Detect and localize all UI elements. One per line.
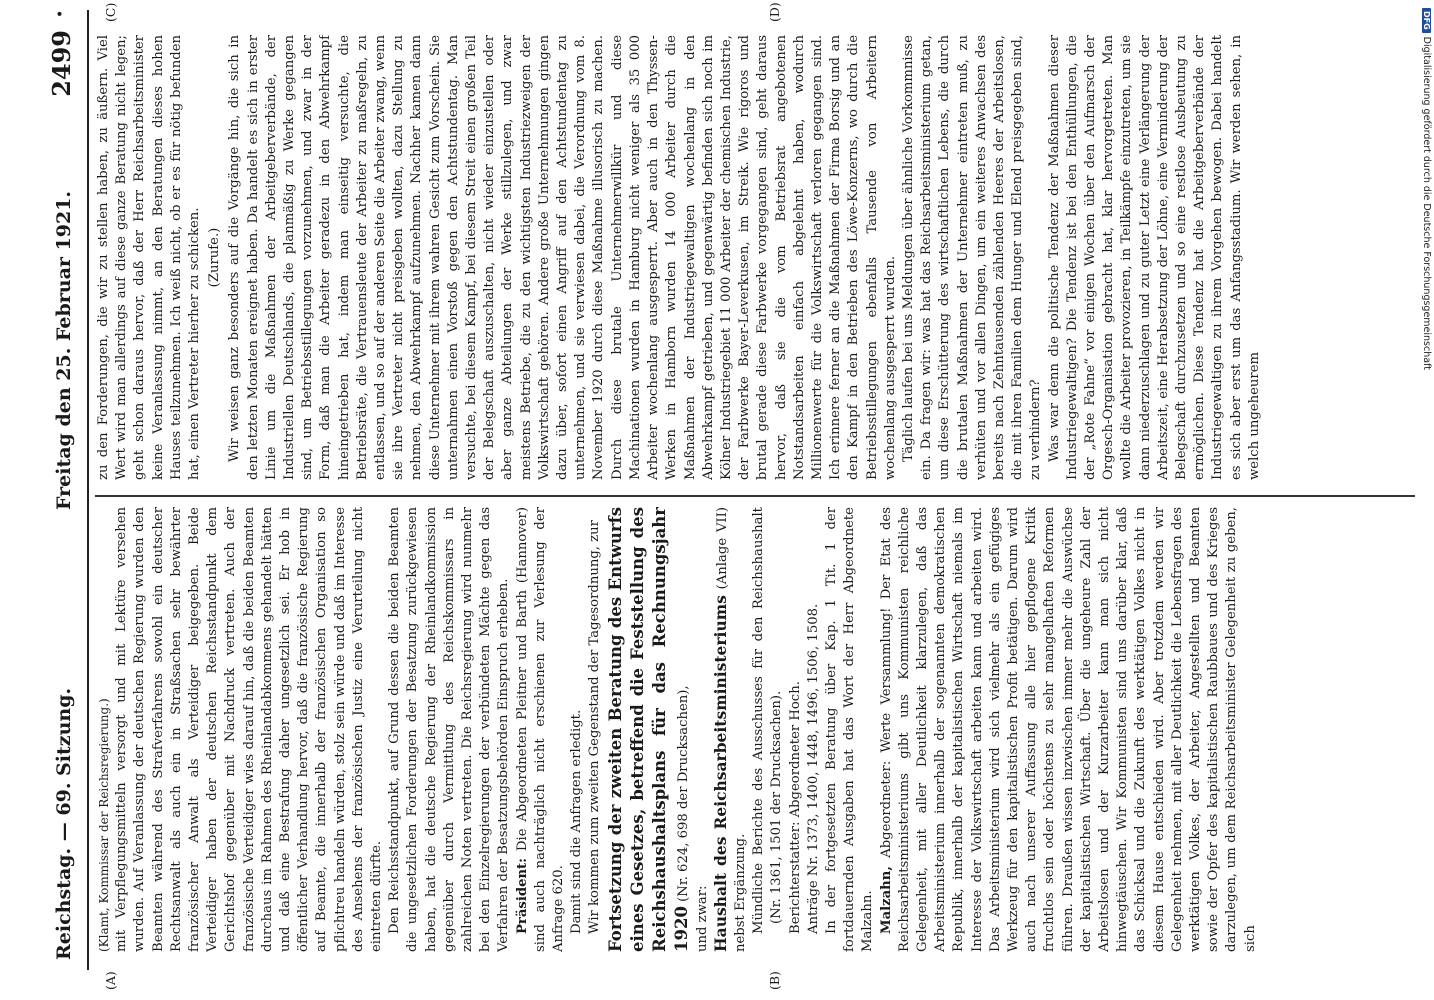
margin-mark-d: (D) [767, 2, 782, 22]
dfg-logo: DFG [1422, 8, 1431, 33]
agenda-heading: Fortsetzung der zweiten Beratung des Entwurfs eines Gesetzes, betreffend die Feststellung des Reichshaushaltsplans für das Rechnungsjahr 1920 [605, 507, 692, 952]
header-date: Freitag den 25. Februar 1921. [53, 190, 75, 510]
header-session: Reichstag. — 69. Sitzung. [53, 687, 75, 960]
paragraph [878, 507, 1260, 952]
bullet-mark: • [53, 9, 69, 18]
page-number: 2499 [47, 30, 76, 97]
paragraph-text: Die Abgeordneten Pleitner und Barth (Hannover) sind auch nachträglich nicht erschienen zur Verlesung der Anfrage 620. [514, 507, 567, 952]
speaker-name: Präsident: [514, 857, 530, 934]
column-divider [95, 495, 1415, 497]
page-header [47, 30, 89, 960]
agenda-heading-tail: (Nr. 624, 698 der Drucksachen), [676, 685, 692, 907]
right-column [95, 35, 1425, 480]
paragraph: Den Reichsstandpunkt, auf Grund dessen die beiden Beamten die ungesetzlichen Forderungen der Besatzung zurückgewiesen haben, hat die deutsche Regierung der Rheinlandkommission gegenüber durch Vermittlung des Reichskommissars in zahlreichen Noten vertreten. Die Reichsregierung wird nunmehr bei den Einzelregierungen der verbündeten Mächte gegen das Verfahren der Besatzungsbehörden Einspruch erheben. [387, 507, 512, 952]
sub-agenda-item [712, 507, 750, 952]
paragraph: mit Verpflegungsmitteln versorgt und mit Lektüre versehen wurden. Auf Veranlassung der deutschen Regierung wurden den Beamten während des Strafverfahrens sowohl ein deutscher Rechtsanwalt als auch ein in Straßsachen sehr bewährter französischer Anwalt als Verteidiger beigegeben. Beide Verteidiger haben der deutschen Reichsstandpunkt dem Gerichtshof gegenüber mit Nachdruck vertreten. Auch der französische Verteidiger wies darauf hin, daß die beiden Beamten durchaus im Rahmen des Rheinlandabkommens gehandelt hätten und daß eine Bestrafung daher ungesetzlich sei. Er hob in öffentlicher Verhandlung hervor, daß die französische Regierung auf Beamte, die innerhalb der französischen Organisation so pflichtreu handeln würden, stolz sein würde und daß im Interesse des Ansehens der französischen Justiz eine Verurteilung nicht eintreten dürfte. [114, 507, 385, 952]
sub-agenda-heading-tail: (Anlage VII) nebst Ergänzung. [714, 507, 748, 952]
paragraph: Wir weisen ganz besonders auf die Vorgänge hin, die sich in den letzten Monaten ereignet haben. Da handelt es sich in erster Linie um die Maßnahmen der Arbeitgeberverbände, der Industriellen Deutschlands, die planmäßig zu Werke gegangen sind, um Betriebsstillegungen vorzunehmen, und zwar in der Form, daß man die Arbeiter geradezu in den Abwehrkampf hineingetrieben hat, indem man einseitig versuchte, die Betriebsräte, die Vertrauensleute der Arbeiter zu maßregeln, zu entlassen, und so auf der anderen Seite die Arbeiter zwang, wenn sie ihre Vertreter nicht preisgeben wollten, dazu Stellung zu nehmen, den Abwehrkampf aufzunehmen. Nachher kamen dann diese Unternehmer mit ihrem wahren Gesicht zum Vorschein. Sie unternahmen einen Vorstoß gegen den Achtstundentag. Man versuchte, bei diesem Kampf, bei diesem Streit einen großen Teil der Belegschaft auszuschalten, nicht wieder einzustellen oder aber ganze Abteilungen der Werke stillzulegen, und zwar meistens Betriebe, die zu den wichtigsten Industriezweigen der Volkswirtschaft gehören. Andere große Unternehmungen gingen dazu über, sofort einen Angriff auf den Achtstundentag zu unternehmen, und sie verwiesen dabei, die Verordnung vom 8. November 1920 durch diese Maßnahme illusorisch zu machen. Durch diese brutale Unternehmerwillkür und diese Machinationen wurden in Hamburg nicht weniger als 35 000 Arbeiter wochenlang ausgesperrt. Aber auch in den Thyssen-Werken in Hamborn wurden 14 000 Arbeiter durch die Maßnahmen der Industriegewaltigen wochenlang in den Abwehrkampf getrieben, und gegenwärtig befinden sich noch im Kölner Industriegebiet 11 000 Arbeiter der chemischen Industrie, der Farbwerke Bayer-Leverkusen, im Streik. Wie rigoros und brutal gerade diese Farbwerke vorgegangen sind, geht daraus hervor, daß sie die vom Betriebsrat angebotenen Notstandsarbeiten einfach abgelehnt haben, wodurch Millionenwerte für die Volkswirtschaft verloren gegangen sind. Ich erinnere ferner an die Maßnahmen der Firma Borsig und an den Kampf in den Betrieben des Löwe-Konzerns, wo durch die Betriebsstillegungen ebenfalls Tausende von Arbeitern wochenlang ausgesperrt wurden. [227, 35, 898, 480]
paragraph: und zwar: [694, 885, 710, 952]
scanned-page [45, 0, 1430, 990]
paragraph-text: Abgeordneter: Werte Versammlung! Der Etat des Reichsarbeitsministeriums gibt uns Kommunisten reichliche Gelegenheit, mit aller Deutlichkeit klarzulegen, daß das Arbeitsministerium innerhalb der sogenannten demokratischen Republik, innerhalb der kapitalistischen Wirtschaft niemals im Interesse der Volkswirtschaft arbeiten kann und arbeiten wird. Das Arbeitsministerium wird sich vielmehr als ein gefügiges Werkzeug für den kapitalistischen Profit betätigen. Darum wird auch nach unserer Auffassung alle hier gepflogene Kritik fruchtlos sein oder höchstens zu sehr mangelhaften Reformen führen. Draußen wissen inzwischen immer mehr die Auswüchse der kapitalistischen Wirtschaft. Über die ungeheure Zahl der Arbeitslosen und der Kurzarbeiter kann man sich nicht hinwegtäuschen. Wir Kommunisten sind uns darüber klar, daß das Schicksal und die Zukunft des werktätigen Volkes nicht in diesem Hause entschieden wird. Aber trotzdem werden wir Gelegenheit nehmen, mit aller Deutlichkeit die Lebensfragen des werktätigen Volkes, der Arbeiter, Angestellten und Beamten sowie der Opfer des kapitalistischen Raubbaues und des Krieges darzulegen, um dem Reichsarbeitsminister Gelegenheit zu geben, sich [878, 507, 1258, 952]
paragraph: In der fortgesetzten Beratung über Kap. 1 Tit. 1 der fortdauernden Ausgaben hat das Wort der Herr Abgeordnete Malzahn. [823, 507, 876, 952]
list-item: Anträge Nr. 1373, 1400, 1448, 1496, 1506, 1508. [805, 603, 821, 934]
margin-mark-c: (C) [103, 2, 118, 22]
paragraph [514, 507, 569, 952]
margin-mark-b: (B) [767, 971, 782, 990]
watermark-text-line [1421, 8, 1432, 988]
speaker-line: (Klamt, Kommissar der Reichsregierung.) [97, 698, 111, 952]
paragraph: Täglich laufen bei uns Meldungen über ähnliche Vorkommnisse ein. Da fragen wir: was hat das Reichsarbeitsministerium getan, um diese Erschütterung des wirtschaftlichen Lebens, die durch die brutalen Maßnahmen der Unternehmer eintreten muß, zu verhüten und vor allen Dingen, um ein weiteres Anwachsen des bereits nach Zehntausenden zählenden Heeres der Arbeitslosen, die mit ihren Familien dem Hunger und Elend preisgegeben sind, zu verhindern? [900, 35, 1044, 480]
paragraph: zu den Forderungen, die wir zu stellen haben, zu äußern. Viel Wert wird man allerdings auf diese ganze Beratung nicht legen; geht schon daraus hervor, daß der Herr Reichsarbeitsminister keine Veranlassung nimmt, an den Beratungen dieses hohen Hauses teilzunehmen. Ich weiß nicht, ob er es für nötig befunden hat, einen Vertreter hierher zu schicken. [96, 35, 203, 480]
agenda-item [605, 507, 694, 952]
paragraph: Wir kommen zum zweiten Gegenstand der Tagesordnung, zur [587, 520, 603, 934]
margin-mark-a: (A) [103, 971, 118, 990]
paragraph: Was war denn die politische Tendenz der Maßnahmen dieser Industriegewaltigen? Die Tendenz ist bei den Enthüllungen, die der „Rote Fahne“ vor einigen Wochen über den Aufmarsch der Orgesch-Organisation gebracht hat, klar hervorgetreten. Man wollte die Arbeiter provozieren, in Teilkämpfe einzutreten, um sie dann niederzuschlagen und zu guter Letzt eine Verlängerung der Arbeitszeit, eine Herabsetzung der Löhne, eine Verminderung der Belegschaft durchzusetzen und so eine restlose Ausbeutung zu ermöglichen. Diese Tendenz hat die Arbeitgeberverbände der Industriegewaltigen zu ihrem Vorgehen bewogen. Dabei handelt es sich aber erst um das Anfangsstadium. Wir werden sehen, in welch ungeheurem [1046, 35, 1262, 480]
list-item: Mündliche Berichte des Ausschusses für den Reichshaushalt (Nr. 1361, 1501 der Drucksachen). [751, 507, 785, 934]
sub-agenda-heading: Haushalt des Reichsarbeitsministeriums [710, 595, 730, 952]
digitization-watermark [1418, 8, 1434, 988]
header-rule [87, 10, 89, 970]
paragraph: Damit sind die Anfragen erledigt. [569, 709, 585, 934]
watermark-caption: Digitalisierung gefördert durch die Deutsche Forschungsgemeinschaft [1421, 36, 1432, 370]
interjection: (Zurufe.) [207, 227, 223, 288]
left-column [95, 507, 1425, 952]
speaker-name: Malzahn, [878, 866, 894, 934]
list-item: Berichterstatter: Abgeordneter Hoch. [787, 681, 803, 934]
